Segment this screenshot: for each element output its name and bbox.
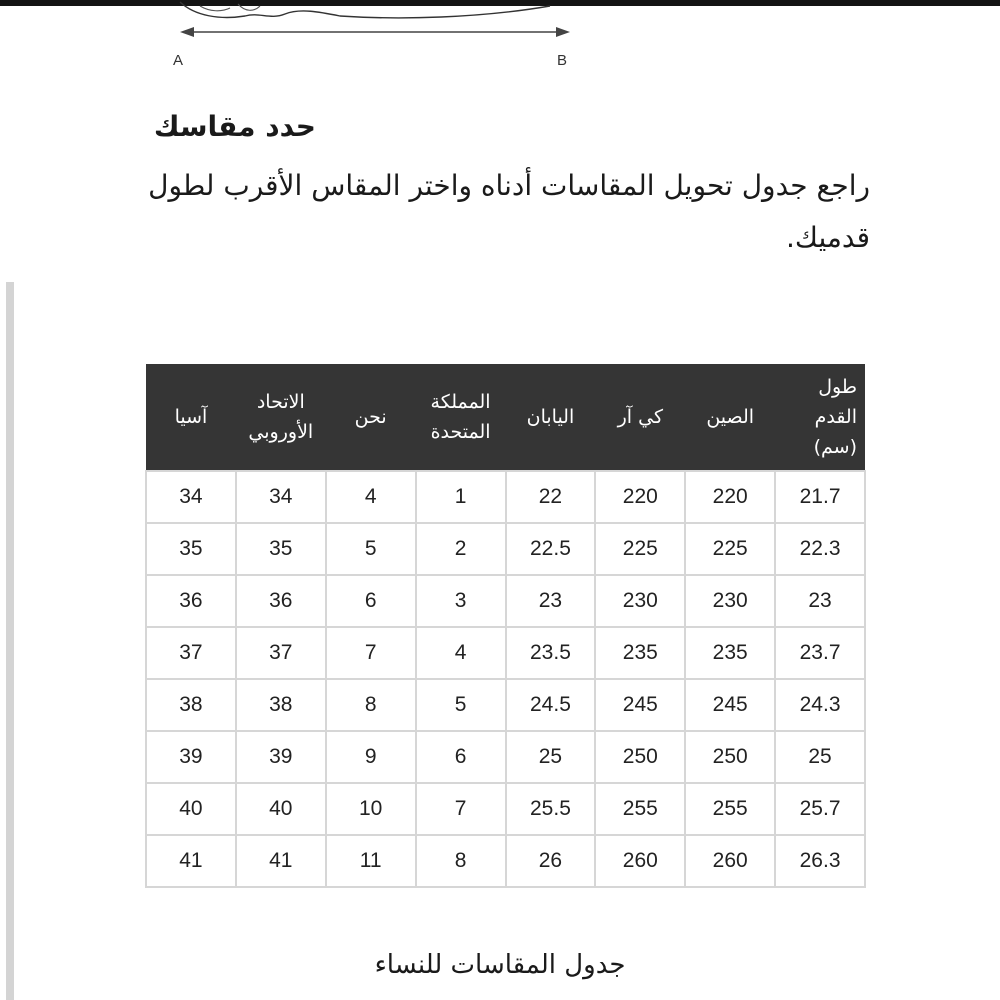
cell-us: 5 [326, 523, 416, 575]
scroll-rule [6, 282, 14, 1000]
cell-eu: 37 [236, 627, 326, 679]
cell-asia: 34 [146, 471, 236, 523]
cell-kr: 245 [595, 679, 685, 731]
cell-us: 11 [326, 835, 416, 887]
cell-foot-length: 23.7 [775, 627, 865, 679]
cell-foot-length: 26.3 [775, 835, 865, 887]
table-row [146, 679, 865, 731]
cell-us: 8 [326, 679, 416, 731]
header-china: الصين [685, 364, 775, 471]
cell-foot-length: 25.7 [775, 783, 865, 835]
cell-japan: 22.5 [506, 523, 596, 575]
cell-foot-length: 22.3 [775, 523, 865, 575]
cell-uk: 7 [416, 783, 506, 835]
cell-uk: 2 [416, 523, 506, 575]
cell-eu: 39 [236, 731, 326, 783]
table-row [146, 471, 865, 523]
header-eu: الاتحاد الأوروبي [236, 364, 326, 471]
cell-china: 220 [685, 471, 775, 523]
cell-uk: 5 [416, 679, 506, 731]
cell-eu: 35 [236, 523, 326, 575]
cell-kr: 260 [595, 835, 685, 887]
cell-uk: 8 [416, 835, 506, 887]
cell-asia: 40 [146, 783, 236, 835]
size-conversion-table [145, 364, 866, 888]
cell-us: 4 [326, 471, 416, 523]
cell-japan: 25.5 [506, 783, 596, 835]
section-heading: حدد مقاسك [153, 110, 316, 143]
cell-china: 230 [685, 575, 775, 627]
cell-eu: 36 [236, 575, 326, 627]
table-caption: جدول المقاسات للنساء [374, 950, 626, 980]
table-row [146, 575, 865, 627]
point-a-label: A [173, 52, 184, 69]
cell-us: 10 [326, 783, 416, 835]
cell-eu: 38 [236, 679, 326, 731]
foot-outline-diagram [150, 0, 610, 80]
cell-kr: 255 [595, 783, 685, 835]
table-row [146, 627, 865, 679]
toe-lines-icon [200, 4, 260, 11]
cell-japan: 23.5 [506, 627, 596, 679]
cell-china: 250 [685, 731, 775, 783]
cell-uk: 3 [416, 575, 506, 627]
cell-kr: 230 [595, 575, 685, 627]
cell-asia: 38 [146, 679, 236, 731]
cell-foot-length: 21.7 [775, 471, 865, 523]
cell-us: 7 [326, 627, 416, 679]
cell-kr: 250 [595, 731, 685, 783]
table-row [146, 835, 865, 887]
cell-japan: 23 [506, 575, 596, 627]
header-foot-length: طول القدم (سم) [775, 364, 865, 471]
cell-asia: 37 [146, 627, 236, 679]
cell-china: 260 [685, 835, 775, 887]
cell-foot-length: 24.3 [775, 679, 865, 731]
cell-japan: 24.5 [506, 679, 596, 731]
table-header-row [146, 364, 865, 471]
cell-eu: 40 [236, 783, 326, 835]
cell-foot-length: 25 [775, 731, 865, 783]
cell-japan: 25 [506, 731, 596, 783]
cell-kr: 225 [595, 523, 685, 575]
foot-outline-icon [180, 2, 550, 18]
cell-eu: 41 [236, 835, 326, 887]
table-row [146, 783, 865, 835]
header-us: نحن [326, 364, 416, 471]
cell-uk: 4 [416, 627, 506, 679]
cell-foot-length: 23 [775, 575, 865, 627]
header-uk: المملكة المتحدة [416, 364, 506, 471]
table-row [146, 523, 865, 575]
cell-asia: 36 [146, 575, 236, 627]
cell-kr: 235 [595, 627, 685, 679]
section-description: راجع جدول تحويل المقاسات أدناه واختر المقاس الأقرب لطول قدميك. [148, 169, 870, 254]
table-row [146, 731, 865, 783]
cell-kr: 220 [595, 471, 685, 523]
arrow-right-icon [556, 27, 570, 37]
cell-china: 245 [685, 679, 775, 731]
cell-asia: 41 [146, 835, 236, 887]
cell-china: 235 [685, 627, 775, 679]
cell-us: 6 [326, 575, 416, 627]
header-japan: اليابان [506, 364, 596, 471]
header-kr: كي آر [595, 364, 685, 471]
cell-eu: 34 [236, 471, 326, 523]
cell-china: 255 [685, 783, 775, 835]
header-asia: آسيا [146, 364, 236, 471]
cell-us: 9 [326, 731, 416, 783]
cell-china: 225 [685, 523, 775, 575]
cell-uk: 1 [416, 471, 506, 523]
cell-uk: 6 [416, 731, 506, 783]
arrow-left-icon [180, 27, 194, 37]
cell-asia: 39 [146, 731, 236, 783]
cell-japan: 26 [506, 835, 596, 887]
cell-asia: 35 [146, 523, 236, 575]
size-table-body [146, 471, 865, 887]
cell-japan: 22 [506, 471, 596, 523]
point-b-label: B [557, 52, 568, 69]
